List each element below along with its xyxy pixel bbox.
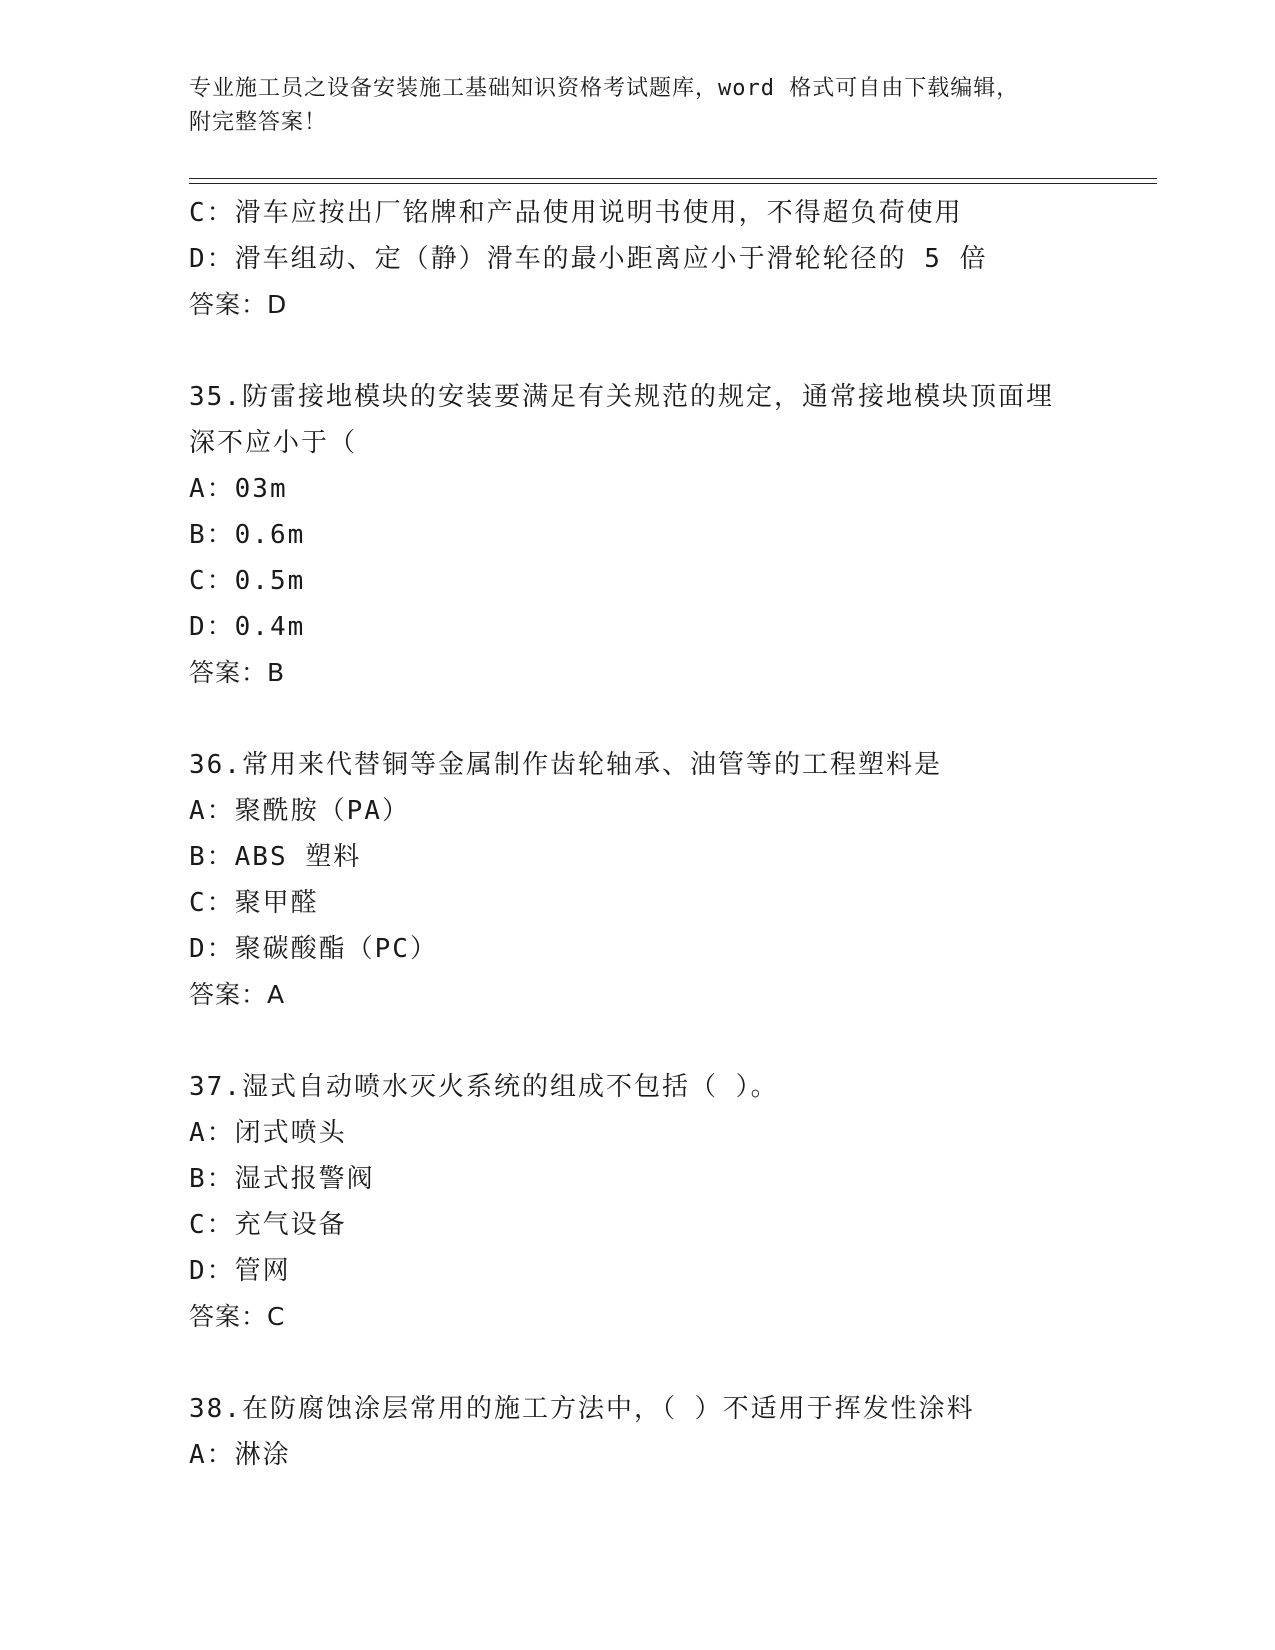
answer-line: 答案：B xyxy=(189,658,286,687)
option-d: D：聚碳酸酯（PC） xyxy=(189,934,438,964)
header-divider-bottom xyxy=(189,183,1157,184)
answer-line: 答案：C xyxy=(189,1302,286,1331)
option-c: C：0.5m xyxy=(189,566,306,596)
header-line-1: 专业施工员之设备安装施工基础知识资格考试题库，word 格式可自由下载编辑， xyxy=(189,76,1020,101)
option-d: D：滑车组动、定（静）滑车的最小距离应小于滑轮轮径的 5 倍 xyxy=(189,244,988,274)
question-stem: 36.常用来代替铜等金属制作齿轮轴承、油管等的工程塑料是 xyxy=(189,750,942,780)
spacer xyxy=(189,328,1157,374)
option-a: A：03m xyxy=(189,474,288,504)
answer-line: 答案：A xyxy=(189,980,286,1009)
header-divider-top xyxy=(189,178,1157,179)
question-stem: 37.湿式自动喷水灭火系统的组成不包括（ ）。 xyxy=(189,1072,779,1102)
option-a: A：聚酰胺（PA） xyxy=(189,796,410,826)
option-a: A：淋涂 xyxy=(189,1440,291,1470)
document-body xyxy=(189,190,1157,1478)
option-a: A：闭式喷头 xyxy=(189,1118,347,1148)
option-d: D：0.4m xyxy=(189,612,306,642)
option-b: B：ABS 塑料 xyxy=(189,842,362,872)
option-c: C：充气设备 xyxy=(189,1210,347,1240)
question-38 xyxy=(189,1386,1157,1478)
question-37 xyxy=(189,1064,1157,1340)
option-c: C：聚甲醛 xyxy=(189,888,319,918)
question-continued xyxy=(189,190,1157,328)
question-stem: 38.在防腐蚀涂层常用的施工方法中，（ ）不适用于挥发性涂料 xyxy=(189,1394,975,1424)
header-line-2: 附完整答案！ xyxy=(189,110,328,135)
spacer xyxy=(189,1340,1157,1386)
question-36 xyxy=(189,742,1157,1018)
option-b: B：湿式报警阀 xyxy=(189,1164,375,1194)
option-b: B：0.6m xyxy=(189,520,306,550)
question-stem: 35.防雷接地模块的安装要满足有关规范的规定，通常接地模块顶面埋 xyxy=(189,382,1054,412)
question-stem: 深不应小于（ xyxy=(189,428,358,458)
spacer xyxy=(189,1018,1157,1064)
question-35 xyxy=(189,374,1157,696)
option-c: C：滑车应按出厂铭牌和产品使用说明书使用，不得超负荷使用 xyxy=(189,198,963,228)
spacer xyxy=(189,696,1157,742)
document-header xyxy=(189,72,1069,140)
option-d: D：管网 xyxy=(189,1256,291,1286)
answer-line: 答案：D xyxy=(189,290,288,319)
